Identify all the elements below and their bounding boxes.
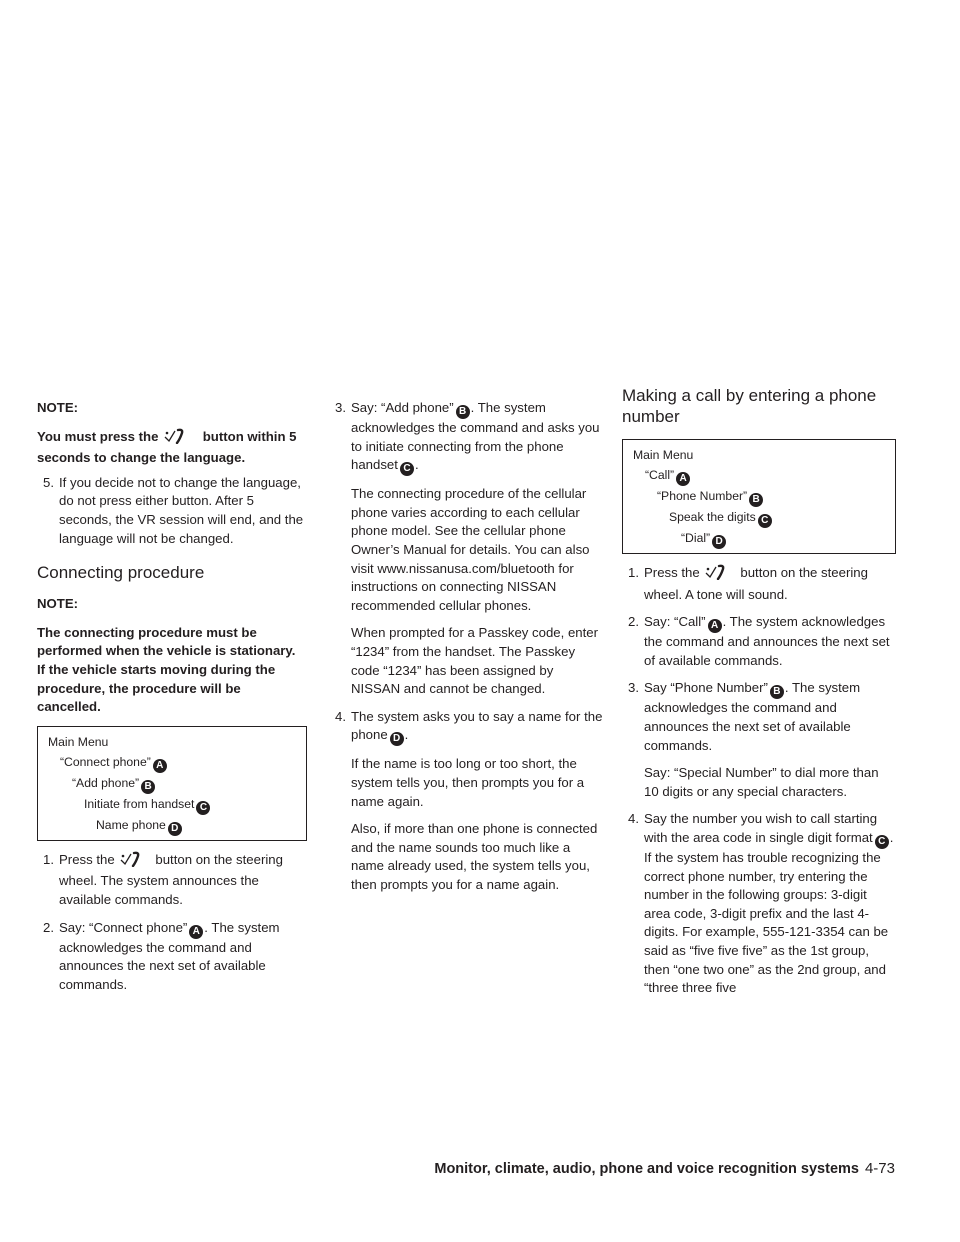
column-1 [37,399,307,1003]
step-2: 2. Say: “Connect phone” A . The system acknowledges the command and announces the next set of available commands. [43,919,280,992]
circled-letter-icon: C [758,514,772,528]
circled-letter-icon: C [400,462,414,476]
menu-item: Speak the digits C [633,507,885,528]
step3-paragraph-3: When prompted for a Passkey code, enter “1234” from the handset. The Passkey code “1234” has been assigned by NISSAN and cannot be changed. [351,625,599,697]
circled-letter-icon: D [712,535,726,549]
menu-tree-call [622,439,896,554]
menu-item: “Add phone” B [48,773,296,794]
section-heading-making-call: Making a call by entering a phone number [622,386,877,426]
circled-letter-icon: A [153,759,167,773]
circled-letter-icon: D [390,732,404,746]
page-number: 4-73 [864,1160,895,1177]
menu-item: Name phone D [48,815,296,836]
menu-title: Main Menu [48,734,109,749]
menu-item: “Dial” D [633,528,885,549]
menu-item: Initiate from handset C [48,794,296,815]
menu-item: “Call” A [633,465,885,486]
section-heading-connecting: Connecting procedure [37,563,205,583]
menu-item: “Connect phone” A [48,752,296,773]
footer-section-title: Monitor, climate, audio, phone and voice recognition systems [434,1161,859,1177]
menu-tree-connect [37,726,307,841]
note2-label: NOTE: [37,596,79,612]
circled-letter-icon: C [875,835,889,849]
phone-talk-icon [119,851,141,873]
circled-letter-icon: A [189,925,203,939]
page-footer [434,1160,895,1179]
circled-letter-icon: A [708,619,722,633]
circled-letter-icon: B [749,493,763,507]
step-4: 4. The system asks you to say a name for the phone D . If the name is too long or too short, the system tells you, then prompts you for a name again. Also, if more than one phone is connected and the name sounds too much like a name already used, the system tells you, then prompts you for a name again. [329,708,603,895]
note-text: You must press the button within 5 seconds to change the language. [37,428,297,466]
phone-talk-icon [163,428,185,450]
step3-paragraph-2: Say: “Special Number” to dial more than 10 digits or any special characters. [644,765,879,799]
step-3: 3. Say “Phone Number” B . The system acknowledges the command and announces the next set of available commands. Say: “Special Number” to dial more than 10 digits or any special characters. [622,679,896,801]
step-1: 1. Press the button on the steering wheel. A tone will sound. [628,565,868,602]
phone-talk-icon [704,564,726,586]
note2-text: The connecting procedure must be performed when the vehicle is stationary. If the vehicle starts moving during the procedure, the procedure will be cancelled. [37,624,296,715]
step-4: 4. Say the number you wish to call starting with the area code in single digit format C . If the system has trouble recognizing the correct phone number, try entering the number in the following groups: 3-digit area code, 3-digit prefix and the last 4-digits. For example, 555-121-3354 can be said as “five five five” as the 1st group, then “one two one” as the 2nd group, and “three three five [628,811,894,996]
step4-paragraph-2: If the name is too long or too short, the system tells you, then prompts you for a name again. [351,756,585,809]
circled-letter-icon: C [196,801,210,815]
step-5: 5. If you decide not to change the language, do not press either button. After 5 seconds, the VR session will end, and the language will not be changed. [43,474,304,546]
circled-letter-icon: B [141,780,155,794]
step-2: 2. Say: “Call” A . The system acknowledges the command and announces the next set of available commands. [628,614,890,668]
step3-paragraph-2: The connecting procedure of the cellular phone varies according to each cellular phone model. See the cellular phone Owner’s Manual for details. You can also visit www.nissanusa.com/bluetooth for instructions on connecting NISSAN recommended cellular phones. [351,486,590,613]
circled-letter-icon: B [770,685,784,699]
column-3 [622,386,896,1007]
circled-letter-icon: B [456,405,470,419]
circled-letter-icon: D [168,822,182,836]
note-label: NOTE: [37,400,79,415]
menu-item: “Phone Number” B [633,486,885,507]
step4-paragraph-3: Also, if more than one phone is connected and the name sounds too much like a name already used, the system tells you, then prompts you for a name again. [351,821,598,892]
menu-title: Main Menu [633,448,694,462]
step-3: 3. Say: “Add phone” B . The system acknowledges the command and asks you to initiate connecting from the phone handset C . The connecting procedure of the cellular phone varies according to each cellular phone model. See the cellular phone Owner’s Manual for details. You can also visit www.nissanusa.com/bluetooth for instructions on connecting NISSAN recommended cellular phones. When prompted for a Passkey code, enter “1234” from the handset. The Passkey code “1234” has been assigned by NISSAN and cannot be changed. [329,399,603,699]
column-2 [329,399,603,903]
circled-letter-icon: A [676,472,690,486]
step-1: 1. Press the button on the steering wheel. The system announces the available commands. [43,851,283,907]
